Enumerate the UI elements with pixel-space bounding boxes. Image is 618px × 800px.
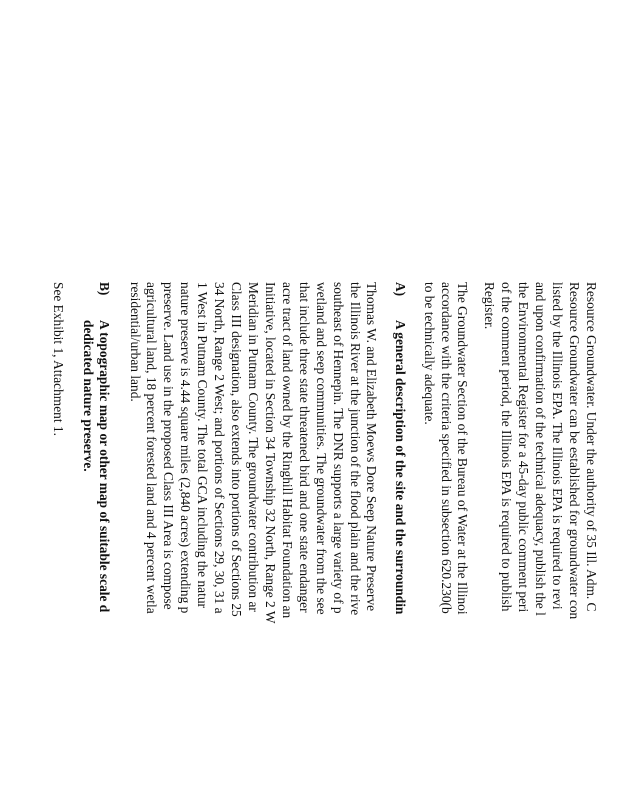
text-line: agricultural land, 18 percent forested land and 4 percent wetla: [144, 282, 159, 614]
text-line: preserve. Land use in the proposed Class III Area is compose: [161, 282, 176, 610]
text-line: wetland and seep communities. The groundwater from the see: [314, 282, 329, 615]
section-b-heading: A topographic map or other map of suitable scale d: [97, 320, 112, 613]
text-line: residential/urban land.: [128, 282, 143, 402]
text-line: nature preserve is 4.44 square miles (2,840 acres) extending p: [178, 282, 193, 614]
section-a-marker: A): [393, 282, 408, 297]
exhibit-reference: See Exhibit 1, Attachment 1.: [51, 282, 66, 436]
text-line: Register.: [482, 282, 497, 330]
section-b-marker: B): [97, 282, 112, 296]
text-line: Thomas W. and Elizabeth Moews Dore Seep Nature Preserve: [364, 282, 379, 612]
section-b-heading-continued: dedicated nature preserve.: [81, 320, 96, 472]
text-line: 1 West in Putnam County. The total GCA including the natur: [195, 282, 210, 608]
text-line: the Illinois River at the junction of the flood plain and the rive: [348, 282, 363, 616]
text-line: accordance with the criteria specified in subsection 620.230(b: [439, 282, 454, 614]
text-line: that include three state threatened bird and one state endanger: [297, 282, 312, 613]
text-line: The Groundwater Section of the Bureau of Water at the Illinoi: [455, 282, 470, 615]
section-a-heading: A general description of the site and the surroundin: [393, 320, 408, 615]
text-line: Meridian in Putnam County. The groundwater contribution ar: [246, 282, 261, 612]
text-line: Resource Groundwater. Under the authority of 35 Ill. Adm. C: [584, 282, 599, 612]
text-line: Class III designation, also extends into portions of Sections 25: [229, 282, 244, 617]
text-line: the Environmental Register for a 45-day public comment peri: [516, 282, 531, 613]
text-line: southeast of Hennepin. The DNR supports a large variety of p: [331, 282, 346, 614]
text-line: Resource Groundwater can be established for groundwater con: [567, 282, 582, 620]
text-line: of the comment period, the Illinois EPA is required to publish: [499, 282, 514, 612]
text-line: and upon confirmation of the technical adequacy, publish the l: [533, 282, 548, 616]
text-line: to be technically adequate.: [422, 282, 437, 425]
text-line: 34 North, Range 2 West; and portions of Sections 29, 30, 31 a: [212, 282, 227, 614]
text-line: listed by the Illinois EPA. The Illinois EPA is required to revi: [550, 282, 565, 610]
text-line: acre tract of land owned by the Ringhill Habitat Foundation an: [280, 282, 295, 619]
text-line: Initiative, located in Section 34 Township 32 North, Range 2 W: [263, 282, 278, 624]
